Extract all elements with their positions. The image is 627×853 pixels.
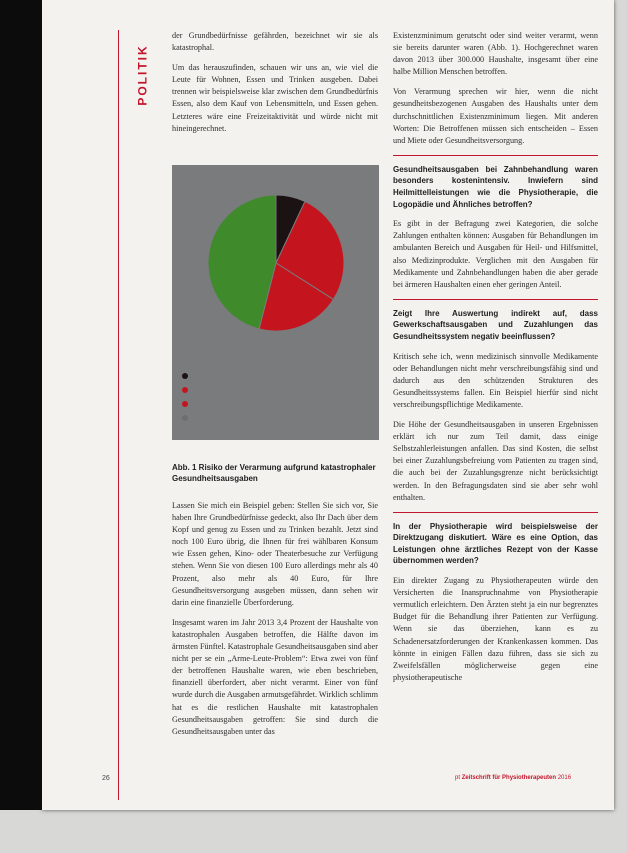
divider	[393, 155, 598, 156]
column-left-top	[172, 30, 378, 143]
paragraph: Lassen Sie mich ein Beispiel geben: Stellen Sie sich vor, Sie haben Ihre Grundbedürfnisse gedeckt, also Ihr Dach über dem Kopf und genug zu Essen und zu Trinken bezahlt. Jetzt sind noch 100 Euro übrig, die Ihnen für frei wählbaren Konsum wie Essen gehen, Kino- oder Theaterbesuche zur Verfügung stehen. Wenn Sie von diesen 100 Euro allerdings mehr als 40 Prozent, also mehr als 40 Euro, für Ihre Gesundheitsversorgung ausgeben müssen, dann sehen wir darin eine finanzielle Überforderung.	[172, 501, 378, 607]
footer-prefix: pt	[455, 775, 461, 781]
pie-chart	[172, 165, 379, 345]
paragraph: Existenzminimum gerutscht oder sind weiter verarmt, wenn sie bereits darunter waren (Abb. 1). Hochgerechnet waren davon 2013 über 300.000 Haushalte, insgesamt über eine halbe Million Menschen betroffen.	[393, 31, 598, 77]
column-left-bottom	[172, 500, 378, 746]
section-label: POLITIK	[135, 44, 150, 106]
legend-item	[182, 398, 362, 410]
scan-margin	[0, 810, 627, 853]
page-edge	[614, 0, 627, 853]
interview-question: Gesundheitsausgaben bei Zahnbehandlung waren besonders kostenintensiv. Inwiefern sind Heilmittelleistungen wie die Physiotherapie, die Logopädie und Ähnliches betroffen?	[393, 164, 598, 209]
paragraph: Es gibt in der Befragung zwei Kategorien, die solche Zahlungen enthalten können: Ausgaben für Behandlungen im ambulanten Bereich und Ausgaben für Heil- und Hilfsmittel, also Medizinprodukte. Verglichen mit den Ausgaben für Medikamente und Zahnbehandlungen haben die aber gerade bei ärmeren Haushalten einen eher geringen Anteil.	[393, 219, 598, 289]
column-right	[393, 30, 598, 692]
paragraph: Die Höhe der Gesundheitsausgaben in unseren Ergebnissen erklärt ich nur zum Teil damit, dass einige Selbstzahlerleistungen anfallen. Das sind Kosten, die selbst bei einer Zuzahlungsbefreiung vom Patienten zu tragen sind, die auch bei der Zuzahlungsgrenze nicht berücksichtigt werden. In den Befragungsdaten sind sie aber sehr wohl enthalten.	[393, 420, 598, 502]
paragraph: Ein direkter Zugang zu Physiotherapeuten würde den Versicherten die Inanspruchnahme von Physiotherapie vermutlich erleichtern. Den Ärzten steht ja ein nur begrenztes Budget für die Behandlung ihrer Patienten zur Verfügung. Wenn sie das überziehen, kann es zu Schadenersatzforderungen der Krankenkassen kommen. Das könnte in einigen Fällen dazu führen, dass sie sich zu Zweifelsfällen möglicherweise gegen eine physiotherapeutische	[393, 576, 598, 682]
legend-item	[182, 370, 362, 382]
page-footer	[455, 775, 571, 781]
footer-year: 2016	[557, 775, 572, 781]
section-rule	[118, 30, 119, 800]
legend-swatch	[182, 387, 188, 393]
legend-item	[182, 384, 362, 396]
interview-question: Zeigt Ihre Auswertung indirekt auf, dass Gewerkschaftsausgaben und Zuzahlungen das Gesundheitssystem negativ beeinflussen?	[393, 308, 598, 341]
legend-swatch	[182, 415, 188, 421]
legend-swatch	[182, 373, 188, 379]
divider	[393, 512, 598, 513]
divider	[393, 299, 598, 300]
paragraph: der Grundbedürfnisse gefährden, bezeichnet wir sie als katastrophal.	[172, 31, 378, 53]
footer-title: Zeitschrift für Physiotherapeuten	[461, 775, 557, 781]
pie-chart-figure	[172, 165, 379, 440]
paragraph: Um das herauszufinden, schauen wir uns an, wie viel die Leute für Wohnen, Essen und Trinken ausgeben. Dabei trennen wir beispielsweise klar zwischen dem Grundbedürfnis Essen, also dem Kauf von Lebensmitteln, und Essen gehen. Letzteres wäre eine Freizeitaktivität und würde nicht mit hineingerechnet.	[172, 63, 378, 133]
figure-caption: Abb. 1 Risiko der Verarmung aufgrund katastrophaler Gesundheitsausgaben	[172, 463, 376, 483]
legend-swatch	[182, 401, 188, 407]
paragraph: Insgesamt waren im Jahr 2013 3,4 Prozent der Haushalte von katastrophalen Ausgaben betroffen, die Hälfte davon im ärmsten Fünftel. Katastrophale Gesundheitsausgaben sind aber nicht per se ein „Arme-Leute-Problem“: Etwa zwei von fünf der betroffenen Haushalte waren, wie eben beschrieben, finanziell überfordert, aber nicht verarmt. Einer von fünf wurde durch die Ausgaben armutsgefährdet. Wirklich schlimm hat es die restlichen Haushalte mit katastrophalen Gesundheitsausgaben getroffen: Sie sind durch die Gesundheitsausgaben unter das	[172, 617, 378, 736]
interview-question: In der Physiotherapie wird beispielsweise der Direktzugang diskutiert. Wäre es eine Option, das Leistungen ohne ärztliches Rezept von der Kasse übernommen werden?	[393, 521, 598, 566]
legend-item	[182, 412, 362, 424]
page-number: 26	[102, 775, 110, 782]
paragraph: Kritisch sehe ich, wenn medizinisch sinnvolle Medikamente oder Behandlungen nicht mehr verschreibungsfähig sind und dadurch aus den schützenden Strukturen des Gesundheitssystems fallen. Ein Beispiel hierfür sind nicht verschreibungspflichtige Medikamente.	[393, 351, 598, 409]
paragraph: Von Verarmung sprechen wir hier, wenn die nicht gesundheitsbezogenen Ausgaben des Haushalts unter dem durchschnittlichen Existenzminimum liegen. Mit anderen Worten: Die Betroffenen müssen sich entscheiden – Essen und Miete oder Gesundheitsversorgung.	[393, 87, 598, 145]
